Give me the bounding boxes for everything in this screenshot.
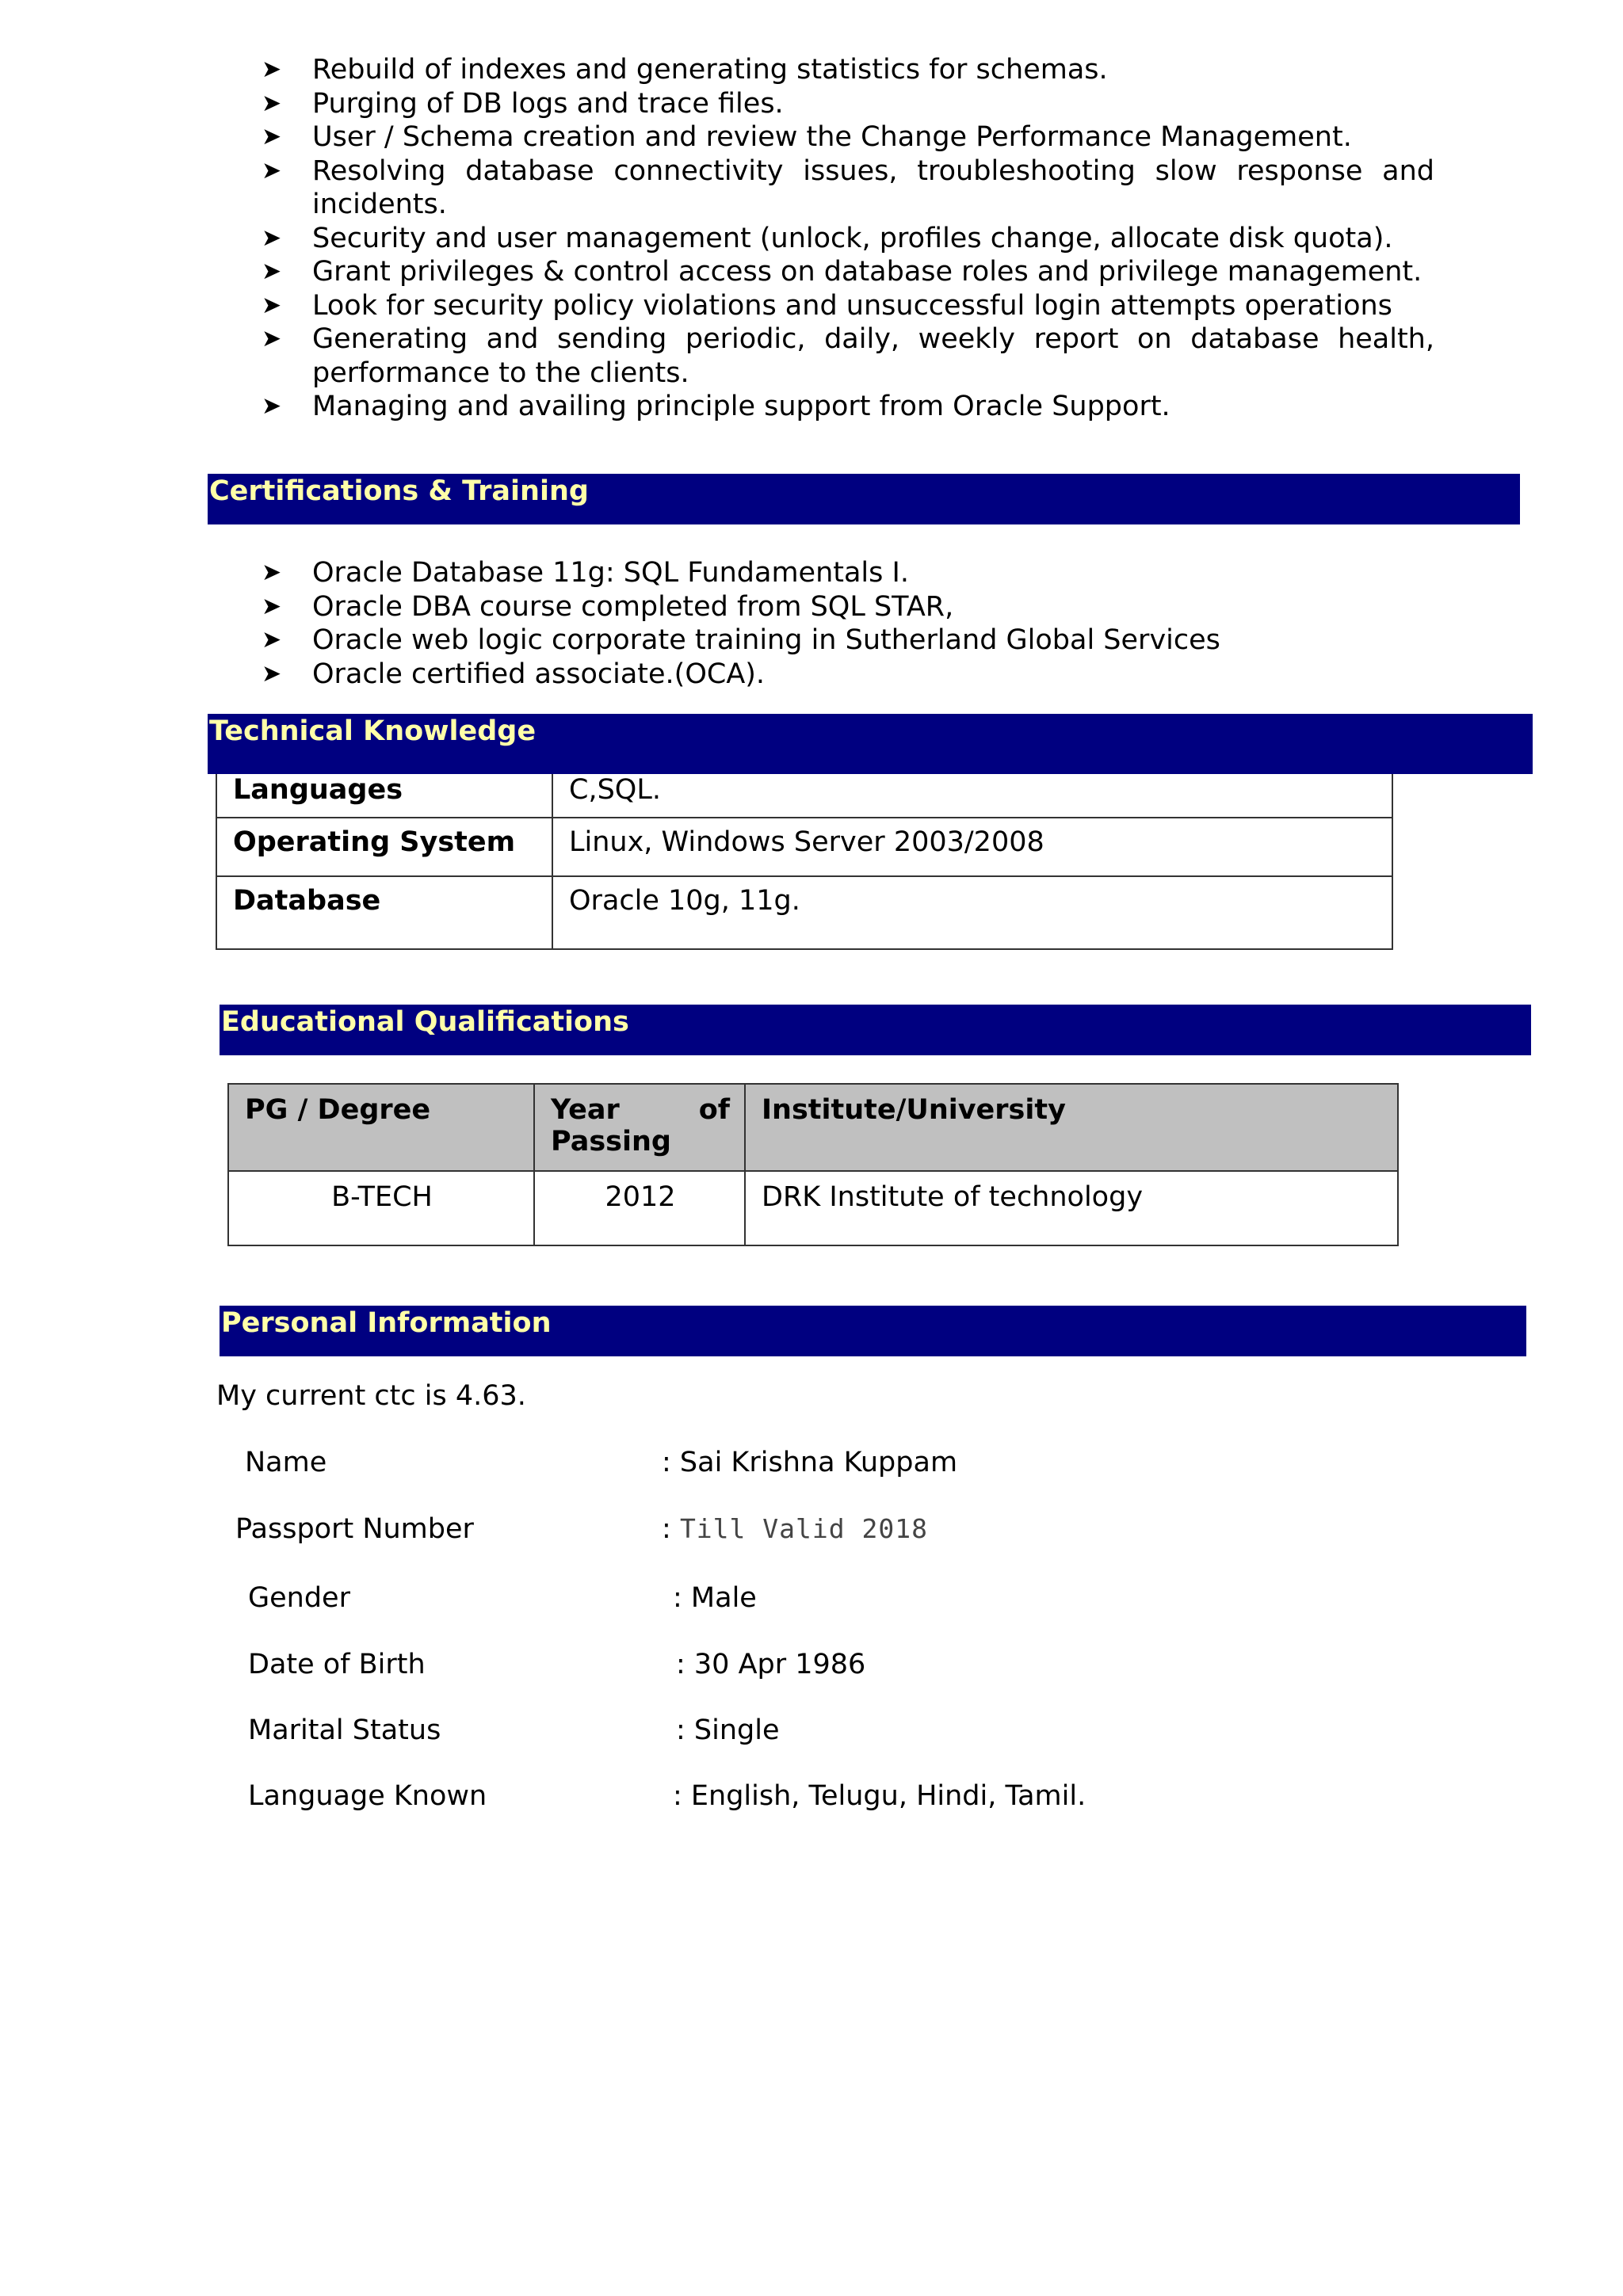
technical-heading: Technical Knowledge [208,714,1533,774]
field-value-name: : Sai Krishna Kuppam [662,1447,958,1478]
table-row [216,818,1392,876]
column-header-degree: PG / Degree [228,1084,534,1171]
arrow-bullet-icon: ➤ [262,257,282,285]
table-cell-value: C,SQL. [552,774,1392,818]
education-table [227,1083,1399,1246]
arrow-bullet-icon: ➤ [262,325,282,353]
list-item: ➤ Oracle web logic corporate training in Sutherland Global Services [262,624,1220,656]
arrow-bullet-icon: ➤ [262,626,282,654]
table-cell-degree: B-TECH [228,1171,534,1245]
field-label-passport: Passport Number [235,1513,474,1545]
certifications-heading: Certifications & Training [208,474,1520,524]
field-value-languages: : English, Telugu, Hindi, Tamil. [673,1780,1086,1812]
table-cell-key: Database [216,876,552,949]
education-heading: Educational Qualifications [220,1005,1531,1055]
arrow-bullet-icon: ➤ [262,223,282,252]
arrow-bullet-icon: ➤ [262,89,282,117]
field-value-passport: : Till Valid 2018 [662,1513,928,1545]
table-row [228,1171,1398,1245]
table-header-row [228,1084,1398,1171]
certifications-list [262,556,1434,691]
list-item: ➤ Oracle Database 11g: SQL Fundamentals I. [262,557,909,589]
field-value-marital: : Single [676,1714,780,1746]
list-item: ➤ Purging of DB logs and trace files. [262,87,784,120]
list-item: ➤ Look for security policy violations and unsuccessful login attempts operations [262,289,1392,322]
arrow-bullet-icon: ➤ [262,55,282,83]
field-value-dob: : 30 Apr 1986 [676,1649,866,1680]
list-item: ➤ Managing and availing principle support from Oracle Support. [262,391,1170,422]
table-cell-value: Linux, Windows Server 2003/2008 [552,818,1392,876]
column-header-institute: Institute/University [745,1084,1398,1171]
duties-list [262,53,1434,424]
field-label-languages: Language Known [248,1780,487,1812]
list-item: ➤ Security and user management (unlock, profiles change, allocate disk quota). [262,222,1393,254]
list-item: ➤ User / Schema creation and review the Change Performance Management. [262,121,1352,153]
field-label-name: Name [245,1447,327,1478]
column-header-year: Year of Passing [534,1084,745,1171]
list-item: ➤ Oracle DBA course completed from SQL STAR, [262,590,954,623]
field-label-gender: Gender [248,1582,350,1614]
list-item: ➤ Rebuild of indexes and generating statistics for schemas. [262,54,1108,86]
arrow-bullet-icon: ➤ [262,392,282,420]
field-label-dob: Date of Birth [248,1649,426,1680]
field-value-gender: : Male [673,1582,757,1614]
arrow-bullet-icon: ➤ [262,559,282,586]
table-cell-value: Oracle 10g, 11g. [552,876,1392,949]
list-item: ➤ Generating and sending periodic, daily, weekly report on database health, performance to the clients. [262,323,1434,389]
arrow-bullet-icon: ➤ [262,592,282,620]
table-row [216,774,1392,818]
arrow-bullet-icon: ➤ [262,156,282,185]
arrow-bullet-icon: ➤ [262,291,282,319]
list-item: ➤ Grant privileges & control access on database roles and privilege management. [262,256,1423,288]
table-row [216,876,1392,949]
table-cell-institute: DRK Institute of technology [745,1171,1398,1245]
list-item: ➤ Oracle certified associate.(OCA). [262,658,766,690]
technical-table [216,774,1393,950]
list-item: ➤ Resolving database connectivity issues, troubleshooting slow response and incidents. [262,154,1434,220]
table-cell-key: Languages [216,774,552,818]
passport-value: Till Valid 2018 [679,1513,928,1544]
field-label-marital: Marital Status [248,1714,441,1746]
arrow-bullet-icon: ➤ [262,123,282,151]
personal-heading: Personal Information [220,1306,1526,1356]
ctc-text: My current ctc is 4.63. [216,1380,526,1412]
table-cell-key: Operating System [216,818,552,876]
table-cell-year: 2012 [534,1171,745,1245]
arrow-bullet-icon: ➤ [262,659,282,688]
